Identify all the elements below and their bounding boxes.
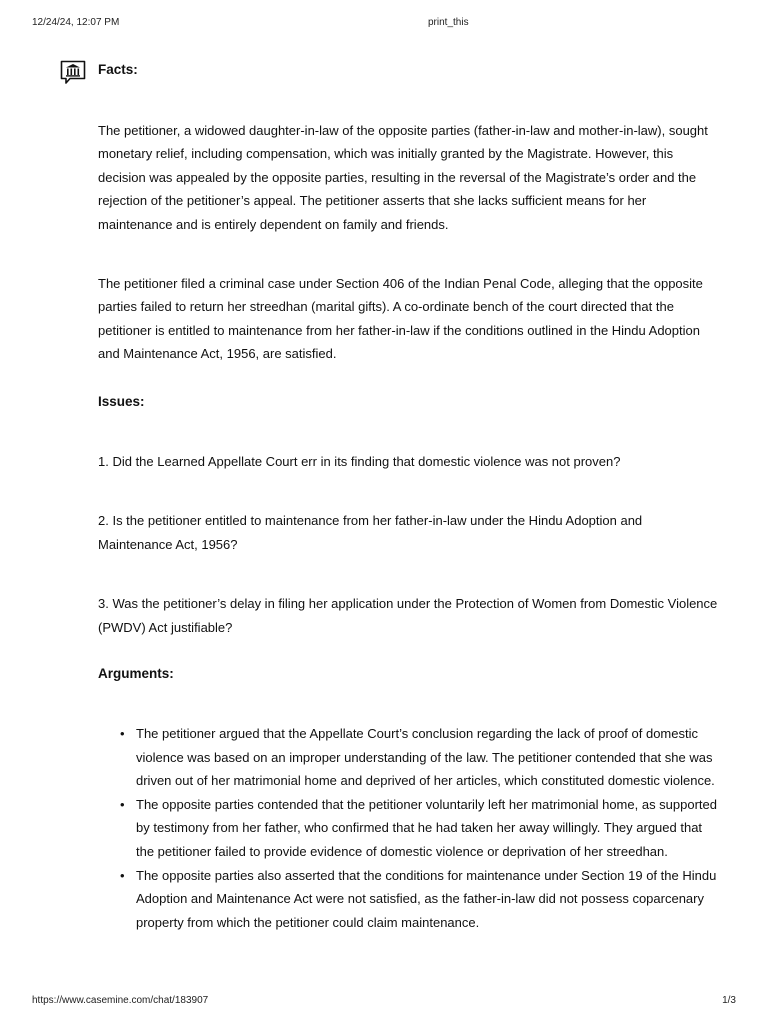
court-pillar-speech-icon: [59, 58, 87, 86]
facts-heading: Facts:: [98, 62, 138, 77]
facts-paragraph: The petitioner, a widowed daughter-in-law of the opposite parties (father-in-law and mother-in-law), sought monetary relief, including compensation, which was initially granted by the Magistrate. However, this decision was appealed by the opposite parties, resulting in the reversal of the Magistrate’s order and the rejection of the petitioner’s appeal. The petitioner asserts that she lacks sufficient means for her maintenance and is entirely dependent on family and friends.: [98, 122, 708, 232]
bullet-icon: •: [120, 867, 125, 883]
bullet-icon: •: [120, 796, 125, 812]
arguments-heading: Arguments:: [98, 665, 174, 681]
print-title: print_this: [428, 17, 469, 28]
issues-heading: Issues:: [98, 393, 145, 409]
arguments-list: [98, 722, 718, 934]
print-datetime: 12/24/24, 12:07 PM: [32, 17, 120, 28]
bullet-icon: •: [120, 726, 125, 742]
issue-item: 1. Did the Learned Appellate Court err in its finding that domestic violence was not proven?: [98, 453, 621, 469]
argument-item: [120, 793, 718, 864]
print-footer: [32, 995, 736, 1009]
argument-text: The opposite parties also asserted that the conditions for maintenance under Section 19 of the Hindu Adoption and Maintenance Act were not satisfied, as the father-in-law did not possess coparcenary property from which the petitioner could claim maintenance.: [136, 867, 717, 930]
print-url: https://www.casemine.com/chat/183907: [32, 995, 209, 1006]
print-header: [32, 17, 736, 31]
argument-text: The petitioner argued that the Appellate Court’s conclusion regarding the lack of proof of domestic violence was based on an improper understanding of the law. The petitioner contended that she was driven out of her matrimonial home and deprived of her articles, which constituted domestic violence.: [136, 726, 715, 789]
case-summary-content: [98, 58, 718, 934]
issue-item: 3. Was the petitioner’s delay in filing her application under the Protection of Women from Domestic Violence (PWDV) Act justifiable?: [98, 596, 718, 635]
argument-text: The opposite parties contended that the petitioner voluntarily left her matrimonial home, as supported by testimony from her father, who confirmed that he had taken her away willingly. They argued that the petitioner failed to provide evidence of domestic violence or deprivation of her streedhan.: [136, 796, 718, 860]
argument-item: [120, 864, 718, 935]
page-number: 1/3: [722, 995, 736, 1006]
argument-item: [120, 722, 718, 793]
issue-item: 2. Is the petitioner entitled to maintenance from her father-in-law under the Hindu Adoption and Maintenance Act, 1956?: [98, 513, 643, 552]
facts-paragraph: The petitioner filed a criminal case under Section 406 of the Indian Penal Code, alleging that the opposite parties failed to return her streedhan (marital gifts). A co-ordinate bench of the court directed that the petitioner is entitled to maintenance from her father-in-law if the conditions outlined in the Hindu Adoption and Maintenance Act, 1956, are satisfied.: [98, 275, 703, 362]
